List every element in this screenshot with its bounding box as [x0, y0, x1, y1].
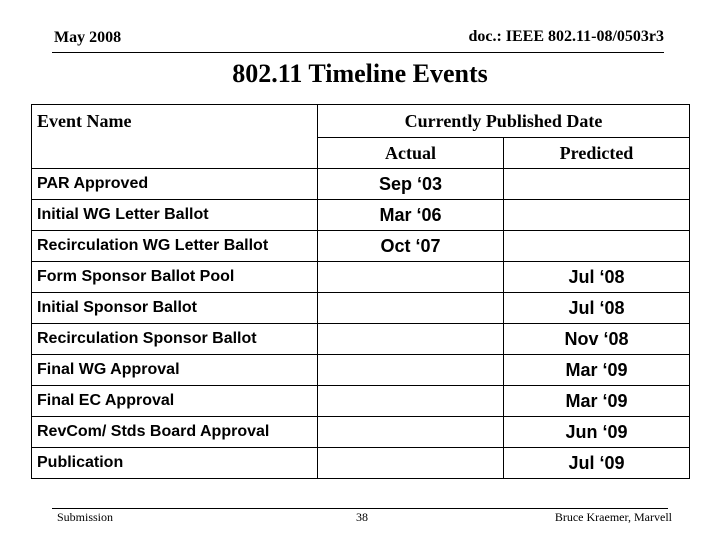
column-header-published: Currently Published Date [318, 105, 690, 138]
event-name-cell: RevCom/ Stds Board Approval [32, 417, 318, 448]
predicted-date-cell [504, 231, 690, 262]
actual-date-cell: Oct ‘07 [318, 231, 504, 262]
footer-divider [52, 508, 668, 509]
event-name-cell: Publication [32, 448, 318, 479]
table-row [32, 448, 690, 479]
actual-date-cell [318, 293, 504, 324]
actual-date-cell [318, 386, 504, 417]
column-header-event: Event Name [32, 105, 318, 169]
event-name-cell: Form Sponsor Ballot Pool [32, 262, 318, 293]
actual-date-cell: Sep ‘03 [318, 169, 504, 200]
table-row [32, 386, 690, 417]
header-doc-id: doc.: IEEE 802.11-08/0503r3 [468, 28, 664, 45]
event-name-cell: Initial WG Letter Ballot [32, 200, 318, 231]
predicted-date-cell [504, 200, 690, 231]
actual-date-cell: Mar ‘06 [318, 200, 504, 231]
timeline-table [31, 104, 690, 479]
actual-date-cell [318, 355, 504, 386]
event-name-cell: Initial Sponsor Ballot [32, 293, 318, 324]
event-name-cell: Final EC Approval [32, 386, 318, 417]
header-divider [52, 52, 664, 53]
table-row [32, 355, 690, 386]
predicted-date-cell: Mar ‘09 [504, 355, 690, 386]
actual-date-cell [318, 262, 504, 293]
footer-submission: Submission [57, 510, 114, 524]
footer-page-number: 38 [356, 510, 368, 524]
predicted-date-cell: Nov ‘08 [504, 324, 690, 355]
actual-date-cell [318, 324, 504, 355]
event-name-cell: Recirculation WG Letter Ballot [32, 231, 318, 262]
predicted-date-cell: Jul ‘09 [504, 448, 690, 479]
slide-title: 802.11 Timeline Events [232, 59, 488, 88]
footer-author: Bruce Kraemer, Marvell [554, 510, 672, 524]
event-name-cell: Final WG Approval [32, 355, 318, 386]
predicted-date-cell: Mar ‘09 [504, 386, 690, 417]
column-header-actual: Actual [318, 138, 504, 169]
actual-date-cell [318, 448, 504, 479]
table-row [32, 200, 690, 231]
table-row [32, 417, 690, 448]
header-date: May 2008 [54, 29, 122, 46]
table-row [32, 293, 690, 324]
table-row [32, 231, 690, 262]
event-name-cell: PAR Approved [32, 169, 318, 200]
table-header-row [32, 105, 690, 138]
event-name-cell: Recirculation Sponsor Ballot [32, 324, 318, 355]
table-row [32, 169, 690, 200]
predicted-date-cell [504, 169, 690, 200]
predicted-date-cell: Jun ‘09 [504, 417, 690, 448]
table-row [32, 324, 690, 355]
predicted-date-cell: Jul ‘08 [504, 293, 690, 324]
predicted-date-cell: Jul ‘08 [504, 262, 690, 293]
column-header-predicted: Predicted [504, 138, 690, 169]
table-row [32, 262, 690, 293]
actual-date-cell [318, 417, 504, 448]
